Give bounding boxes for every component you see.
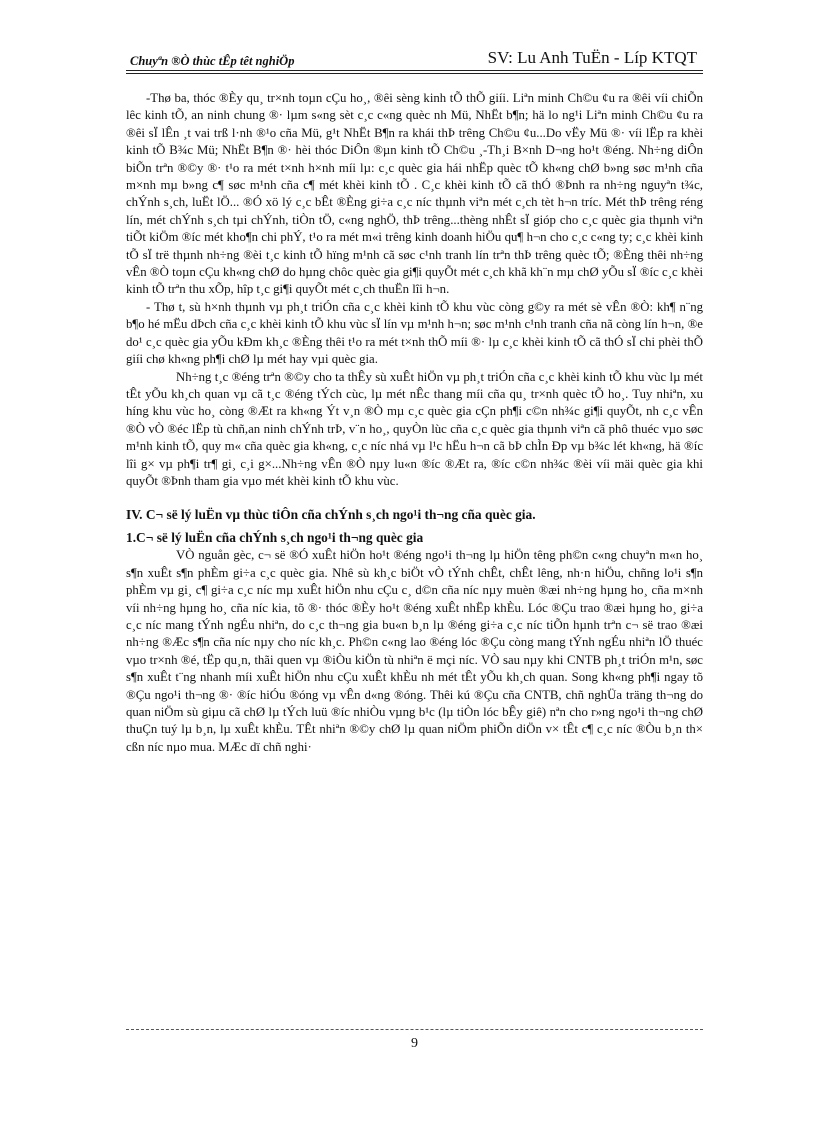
page-footer <box>126 1029 703 1052</box>
header-rule-thin <box>126 73 703 74</box>
page-number: 9 <box>411 1036 418 1051</box>
header-rule-thick <box>126 70 703 71</box>
paragraph-origins: VÒ nguån gèc, c¬ së ®Ó xuÊt hiÖn ho¹t ®éng ngo¹i th¬ng lµ hiÖn têng ph©n c«ng chuyªn m«n ho¸ s¶n xuÊt s¶n phÈm gi÷a c¸c quèc gia. Nhê sù kh¸c biÖt vÒ tÝnh chÊt, chÊt lêng, nh·n hiÖu, chñng lo¹i s¶n phÈm vµ gi¸ c¶ gi÷a c¸c níc mµ xuÊt hiÖn nhu cÇu c¸ d©n cña níc nµy muèn ®æi nh÷ng hµng ho¸ cña m×nh víi nh÷ng hµng ho¸ cña níc kia, tõ ®· thóc ®Èy ho¹t ®éng xuÊt nhËp khÈu. Lóc ®Çu trao ®æi hµng ho¸ gi÷a c¸c níc mang tÝnh ngÉu nhiªn, do c¸c th¬ng gia bu«n b¸n lµ ®éng gi÷a c¸c níc tiÕn hµnh trªn c¬ së trao ®æi nh÷ng ®Æc s¶n cña níc nµy cho níc kh¸c. Ph©n c«ng lao ®éng lóc ®Çu còng mang tÝnh ngÉu nhiªn lÖ thuéc vµo tr×nh ®é, tËp qu¸n, thãi quen vµ ®iÒu kiÖn tù nhiªn ë mçi níc. VÒ sau nµy khi CNTB ph¸t triÓn m¹n, søc s¶n xuÊt t¨ng nhanh míi xuÊt hiÖn nhu cÇu xuÊt khÈu nh mét tÊt yÕu kh¸ch quan. Song kh«ng ph¶i ngay tõ ®Çu ngo¹i th¬ng ®· ®íc hiÓu ®óng vµ vÊn d«ng ®óng. Thêi kú ®Çu cña CNTB, chñ nghÜa träng th¬ng do quan niÖm sù giµu cã chØ lµ tÝch luü ®íc nhiÒu vµng b¹c (lµ tiÒn lóc bÊy giê) nªn cho r»ng ngo¹i th¬ng chØ thuÇn tuý lµ b¸n, lµ xuÊt khÈu. TÊt nhiªn ®©y chØ lµ quan niÖm phiÕn diÖn v× tÊt c¶ c¸c níc ®Òu b¸n th× cßn níc nµo mua. MÆc dï chñ nghi· <box>126 548 703 754</box>
page-header <box>126 46 703 78</box>
header-student-name: SV: Lu Anh TuËn - Líp KTQT <box>487 48 697 67</box>
paragraph-fourth-point: - Thø t, sù h×nh thµnh vµ ph¸t triÓn cña c¸c khèi kinh tÕ khu vùc còng g©y ra mét sè vÊn ®Ò: kh¶ n¨ng b¶o hé mËu dÞch cña c¸c khèi kinh tÕ khu vùc sÏ lín vµ m¹nh h¬n; søc m¹nh c¹nh tranh cña nã còng lín h¬n, ®e do¹ c¸c quèc gia yÕu kÐm kh¸c ®Èng thêi t¹o ra mét t×nh thÕ míi ®· lµ c¸c khèi kinh tÕ cã thÓ sÏ chi phèi thÕ giíi chø kh«ng ph¶i chØ lµ mét hay vµi quèc gia. <box>126 299 703 367</box>
paragraph-third-point: -Thø ba, thóc ®Èy qu¸ tr×nh toµn cÇu ho¸, ®êi sèng kinh tÕ thÕ giíi. Liªn minh Ch©u ¢u ra ®êi víi chiÕn lêc kinh tÕ, an ninh chung ®· lµm s«ng sèt c¸c c«ng quèc nh Mü, NhËt b¶n; hä lo ng¹i Liªn minh Ch©u ¢u ra ®êi sÏ lÊn ¸t vai trß l·nh ®¹o cña Mü, g¹t NhËt B¶n ra khái thÞ trêng Ch©u ¢u...Do vËy Mü ®· víi lËp ra khèi kinh tÕ B¾c Mü; NhËt B¶n ®· hèi thóc DiÔn ®µn kinh tÕ Ch©u ¸-Th¸i B×nh D¬ng ho¹t ®éng. Nh÷ng diÔn biÕn trªn ®©y ®· t¹o ra mét t×nh h×nh míi lµ: c¸c quèc gia hái nhËp quèc tÕ kh«ng chØ b»ng søc m¹nh cña m×nh mµ b»ng c¶ søc m¹nh cña c¶ mét khèi kinh tÕ . C¸c khèi kinh tÕ cã thÓ ®Þnh ra nh÷ng nguyªn t¾c, chÝnh s¸ch, luËt lÖ... ®Ó xö lý c¸c bÊt ®Èng gi÷a c¸c níc thµnh viªn mét c¸ch tèt h¬n tríc. Mét thÞ trêng réng lín, mét chÝnh s¸ch tµi chÝnh, tiÒn tÖ, c«ng nghÖ, thÞ trêng...thèng nhÊt sÏ gióp cho c¸c quèc gia thµnh viªn tiÕt kiÖm ®íc mét kho¶n chi phÝ, t¹o ra mét m«i trêng kinh doanh hiÖu qu¶ h¬n cho c¸c c«ng ty; c¸c khèi kinh tÕ sÏ trë thµnh nh÷ng ®èi t¸c kinh tÕ hïng m¹nh cã søc c¹nh tranh lín trªn thÞ trêng quèc tÕ; ®Èng thêi nh÷ng vÊn ®Ò toµn cÇu kh«ng chØ do hµng chôc quèc gia gi¶i quyÕt mét c¸ch khã kh¨n mµ chØ yÕu sÏ ®íc c¸c khèi kinh tÕ trªn thu xÕp, hîp t¸c gi¶i quyÕt mét c¸ch thuËn lîi h¬n. <box>126 91 703 297</box>
document-body <box>126 90 703 1025</box>
footer-rule <box>126 1029 703 1030</box>
subsection-heading-1: 1.C¬ së lý luËn cña chÝnh s¸ch ngo¹i th¬ng quèc gia <box>126 530 424 546</box>
header-thesis-title: Chuyªn ®Ò thùc tÊp têt nghiÖp <box>130 54 295 68</box>
paragraph-impacts-summary: Nh÷ng t¸c ®éng trªn ®©y cho ta thÊy sù xuÊt hiÖn vµ ph¸t triÓn cña c¸c khèi kinh tÕ khu vùc lµ mét tÊt yÕu kh¸ch quan vµ cã t¸c ®éng tÝch cùc, lµ mét nÊc thang míi cña qu¸ tr×nh quèc tÕ ho¸. Tuy nhiªn, xu híng khu vùc ho¸ còng ®Æt ra kh«ng Ýt v¸n ®Ò mµ c¸c quèc gia cÇn ph¶i c©n nh¾c gi¶i quyÕt, nh c¸c vÊn ®Ò vÒ ®éc lËp tù chñ,an ninh chÝnh trÞ, v¨n ho¸, quyÒn lùc cña c¸c quèc gia thµnh viªn cã phô thuéc vµo søc m¹nh kinh tÕ, quy m« cña quèc gia kh«ng, c¸c níc nhá vµ l¹c hËu h¬n cã bÞ chÌn Ðp vµ b¾c lét kh«ng, hä ®íc lîi g× vµ ph¶i tr¶ gi¸ c¸i g×...Nh÷ng vÊn ®Ò nµy lu«n ®íc ®Æt ra, ®íc c©n nh¾c ®èi víi mäi quèc gia khi quyÕt ®Þnh tham gia vµo mét khèi kinh tÕ khu vùc. <box>126 369 703 488</box>
section-heading-iv: IV. C¬ së lý luËn vµ thùc tiÔn cña chÝnh s¸ch ngo¹i th¬ng cña quèc gia. <box>126 507 536 523</box>
